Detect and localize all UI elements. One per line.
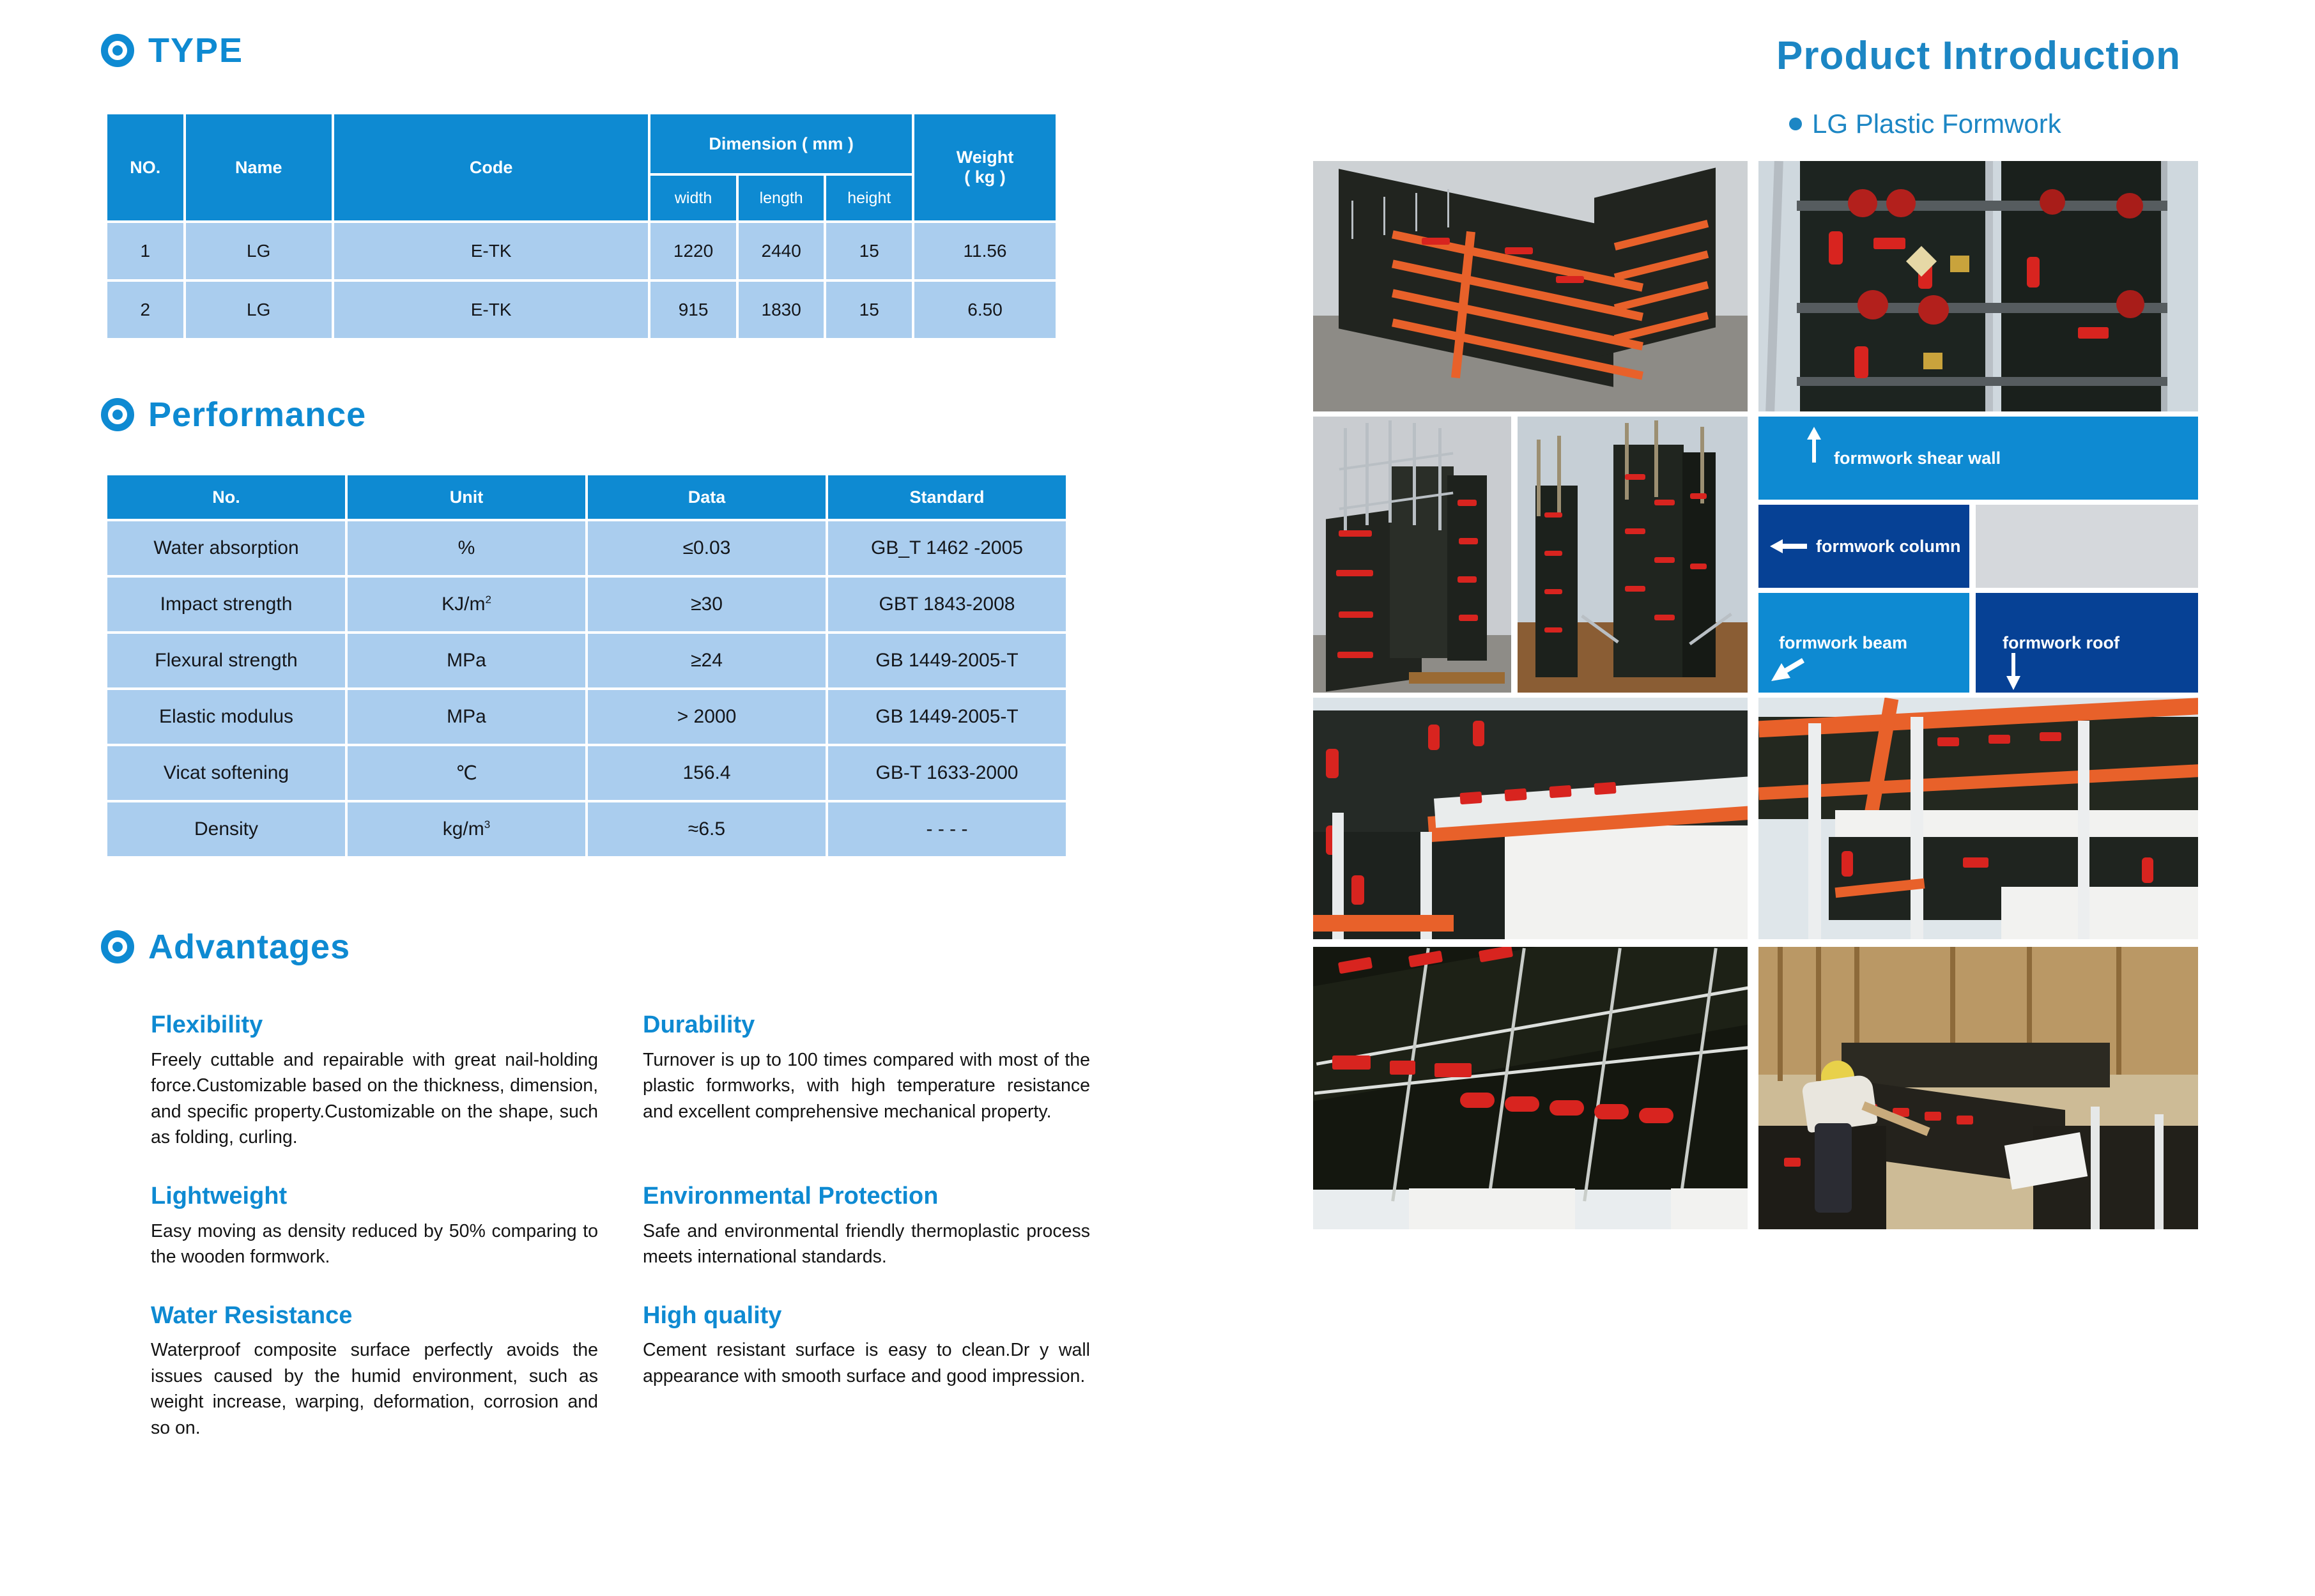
cell-unit — [348, 802, 585, 856]
label-text: formwork beam — [1779, 633, 1908, 652]
photo-column-formwork-closeup — [1313, 417, 1511, 693]
perf-col-unit: Unit — [348, 475, 585, 519]
arrow-up-icon — [1803, 426, 1825, 464]
cell-standard: GB 1449-2005-T — [828, 690, 1066, 744]
section-title-performance: Performance — [148, 395, 367, 434]
type-col-code: Code — [334, 114, 648, 220]
cell-data: > 2000 — [588, 690, 826, 744]
advantages-grid — [151, 1013, 1090, 1474]
cell-height: 15 — [826, 282, 912, 338]
cell-unit-text: KJ/m — [442, 594, 486, 615]
photo-shear-wall-bracing — [1758, 161, 2198, 411]
advantage-body: Freely cuttable and repairable with great nail-holding force.Customizable based on the thickness, dimension, and specific property.Customizable on the shape, such as folding, curling. — [151, 1049, 598, 1148]
table-row — [107, 521, 1066, 575]
advantage-body: Safe and environmental friendly thermoplastic process meets international standards. — [643, 1220, 1090, 1268]
arrow-down-left-icon — [1769, 654, 1804, 684]
type-col-weight — [914, 114, 1056, 220]
label-text: formwork shear wall — [1834, 448, 2001, 468]
advantage-title: Water Resistance — [151, 1301, 353, 1329]
advantage-item — [151, 1303, 598, 1441]
bullet-dot-icon — [1789, 118, 1802, 130]
photo-beam-formwork-edge — [1313, 698, 1748, 939]
arrow-down-icon — [2003, 652, 2024, 691]
cell-property: Elastic modulus — [107, 690, 345, 744]
cell-unit-text: MPa — [447, 650, 486, 671]
advantage-title: Environmental Protection — [643, 1182, 939, 1209]
advantage-title: Durability — [643, 1011, 755, 1038]
type-col-dimension: Dimension ( mm ) — [650, 114, 912, 173]
cell-data: ≈6.5 — [588, 802, 826, 856]
advantage-item — [643, 1184, 1090, 1270]
cell-height: 15 — [826, 223, 912, 279]
cell-width: 1220 — [650, 223, 736, 279]
cell-unit — [348, 746, 585, 800]
cell-data: ≥24 — [588, 634, 826, 687]
photo-column-towers — [1518, 417, 1748, 693]
product-subtitle — [1789, 109, 2061, 139]
cell-unit — [348, 690, 585, 744]
type-col-weight-line1: Weight — [956, 148, 1014, 167]
label-formwork-roof — [1976, 593, 2198, 693]
cell-unit-text: % — [458, 537, 475, 558]
cell-code: E-TK — [334, 223, 648, 279]
photo-formwork-panel-stack — [1313, 161, 1748, 411]
photo-worker-on-slab — [1758, 947, 2198, 1229]
cell-data: ≤0.03 — [588, 521, 826, 575]
cell-width: 915 — [650, 282, 736, 338]
cell-code: E-TK — [334, 282, 648, 338]
table-header-row — [107, 475, 1066, 519]
label-text: formwork column — [1816, 536, 1961, 556]
left-content-column — [0, 0, 1144, 1596]
cell-unit-text: ℃ — [456, 762, 477, 784]
section-title-advantages: Advantages — [148, 928, 351, 966]
advantage-title: Lightweight — [151, 1182, 288, 1209]
cell-name: LG — [186, 282, 332, 338]
cell-property: Impact strength — [107, 578, 345, 631]
type-col-width: width — [650, 176, 736, 220]
cell-property: Density — [107, 802, 345, 856]
table-row — [107, 223, 1056, 279]
type-col-no: NO. — [107, 114, 183, 220]
advantage-item — [151, 1013, 598, 1151]
cell-name: LG — [186, 223, 332, 279]
perf-col-no: No. — [107, 475, 345, 519]
photo-deck-formwork-underside — [1313, 947, 1748, 1229]
type-col-name: Name — [186, 114, 332, 220]
advantage-body: Easy moving as density reduced by 50% comparing to the wooden formwork. — [151, 1220, 598, 1268]
advantage-title: Flexibility — [151, 1011, 263, 1038]
table-row — [107, 746, 1066, 800]
cell-property: Vicat softening — [107, 746, 345, 800]
cell-unit — [348, 521, 585, 575]
advantage-item — [643, 1303, 1090, 1441]
performance-table — [105, 473, 1068, 859]
table-row — [107, 690, 1066, 744]
label-formwork-shear-wall — [1758, 417, 2198, 500]
product-subtitle-text: LG Plastic Formwork — [1812, 109, 2061, 139]
perf-col-standard: Standard — [828, 475, 1066, 519]
arrow-left-icon — [1769, 537, 1808, 556]
cell-weight: 6.50 — [914, 282, 1056, 338]
label-text: formwork roof — [2003, 633, 2120, 652]
advantage-body: Waterproof composite surface perfectly avoids the issues caused by the humid environment, such as weight increase, warping, deformation, corrosion and so on. — [151, 1340, 598, 1438]
table-row — [107, 578, 1066, 631]
cell-length: 2440 — [739, 223, 824, 279]
section-title-type: TYPE — [148, 31, 244, 70]
advantage-item — [151, 1184, 598, 1270]
cell-unit-exponent: 3 — [484, 818, 491, 831]
type-col-length: length — [739, 176, 824, 220]
cell-standard: - - - - — [828, 802, 1066, 856]
cell-weight: 11.56 — [914, 223, 1056, 279]
cell-length: 1830 — [739, 282, 824, 338]
bullseye-icon — [101, 34, 134, 67]
cell-standard: GBT 1843-2008 — [828, 578, 1066, 631]
table-header-row — [107, 114, 1056, 173]
section-heading-advantages — [101, 930, 350, 964]
cell-unit-exponent: 2 — [485, 594, 491, 606]
table-row — [107, 634, 1066, 687]
perf-col-data: Data — [588, 475, 826, 519]
cell-unit — [348, 634, 585, 687]
grey-placeholder-tile — [1976, 505, 2198, 588]
cell-standard: GB-T 1633-2000 — [828, 746, 1066, 800]
section-heading-performance — [101, 397, 366, 432]
section-heading-type — [101, 33, 243, 68]
label-formwork-beam — [1758, 593, 1969, 693]
cell-unit-text: kg/m — [442, 818, 484, 840]
cell-no: 2 — [107, 282, 183, 338]
label-formwork-column — [1758, 505, 1969, 588]
cell-data: ≥30 — [588, 578, 826, 631]
type-col-height: height — [826, 176, 912, 220]
cell-standard: GB 1449-2005-T — [828, 634, 1066, 687]
cell-no: 1 — [107, 223, 183, 279]
cell-property: Flexural strength — [107, 634, 345, 687]
advantage-body: Cement resistant surface is easy to clean.Dr y wall appearance with smooth surface and good impression. — [643, 1340, 1090, 1386]
advantage-title: High quality — [643, 1301, 782, 1329]
cell-standard: GB_T 1462 -2005 — [828, 521, 1066, 575]
cell-property: Water absorption — [107, 521, 345, 575]
cell-unit — [348, 578, 585, 631]
advantage-body: Turnover is up to 100 times compared with most of the plastic formworks, with high temperature resistance and excellent comprehensive mechanical property. — [643, 1049, 1090, 1122]
advantage-item — [643, 1013, 1090, 1151]
table-row — [107, 282, 1056, 338]
photo-slab-formwork-props — [1758, 698, 2198, 939]
cell-unit-text: MPa — [447, 706, 486, 727]
bullseye-icon — [101, 398, 134, 431]
type-col-weight-line2: ( kg ) — [964, 167, 1006, 187]
product-introduction-title: Product Introduction — [1776, 34, 2181, 78]
cell-data: 156.4 — [588, 746, 826, 800]
type-table — [105, 112, 1058, 341]
bullseye-icon — [101, 930, 134, 963]
table-row — [107, 802, 1066, 856]
